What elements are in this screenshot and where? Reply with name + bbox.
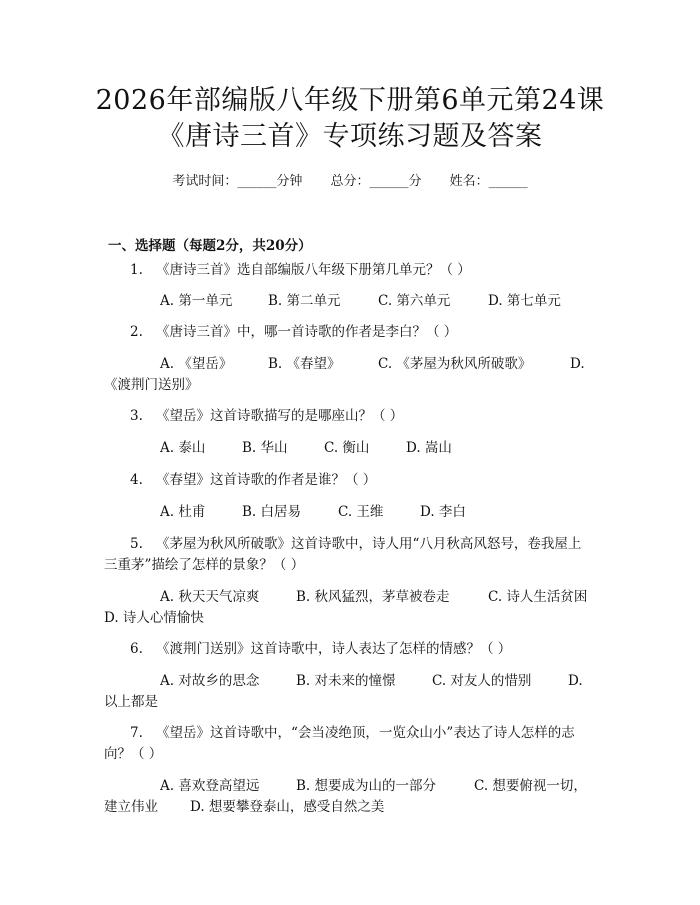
question-4 [130,467,376,494]
option-c-text: 建立伟业 [104,799,158,815]
option-d-text: 《渡荆门送别》 [104,377,199,393]
option-c: C. 王维 [338,504,384,520]
options-2 [160,351,585,378]
option-b: B. 华山 [242,440,288,456]
title-line-1: 2026年部编版八年级下册第6单元第24课 [95,85,605,116]
option-a: A. 秋天天气凉爽 [160,589,260,605]
student-name-label: 姓名：______ [449,174,528,189]
option-c: C. 对友人的惜别 [432,673,532,689]
option-a: A. 杜甫 [160,504,206,520]
option-a: A. 对故乡的思念 [160,673,260,689]
option-c: C. 第六单元 [378,293,451,309]
options-6 [160,668,583,695]
options-5-wrap [104,605,204,632]
total-score-label: 总分：______分 [330,174,422,189]
option-b: B. 秋风猛烈，茅草被卷走 [296,589,450,605]
options-6-wrap [104,689,158,716]
question-5-wrap [104,552,304,579]
options-5 [160,584,587,611]
options-7-wrap [104,794,384,821]
question-text-cont: 向？（ ） [104,746,163,762]
question-text-cont: 三重茅”描绘了怎样的景象？（ ） [104,557,305,573]
question-7 [130,720,575,747]
options-3 [160,435,452,462]
exam-time-label: 考试时间：______分钟 [172,174,303,189]
question-number: 5. [130,536,143,552]
option-d: D. [570,356,585,372]
option-b: B. 第二单元 [268,293,341,309]
question-text: 《渡荆门送别》这首诗歌中，诗人表达了怎样的情感？（ ） [156,641,512,657]
option-b: B. 想要成为山的一部分 [296,778,437,794]
question-1 [130,257,471,284]
question-text: 《茅屋为秋风所破歌》这首诗歌中，诗人用“八月秋高风怒号，卷我屋上 [156,536,582,552]
option-c: C. 想要俯视一切， [474,778,587,794]
option-d-text: 以上都是 [104,694,158,710]
option-a: A. 泰山 [160,440,206,456]
options-2-wrap [104,372,199,399]
option-c: C. 诗人生活贫困 [488,589,588,605]
title-line-2: 《唐诗三首》专项练习题及答案 [157,121,543,152]
option-b: B. 白居易 [242,504,302,520]
option-a: A. 《望岳》 [160,356,233,372]
option-b: B. 《春望》 [268,356,341,372]
option-c: C. 《茅屋为秋风所破歌》 [378,356,532,372]
options-4 [160,499,466,526]
question-number: 7. [130,725,143,741]
exam-meta [0,170,700,189]
question-7-wrap [104,741,162,768]
section-heading: 一、选择题（每题2分，共20分） [108,238,312,254]
question-number: 3. [130,408,143,424]
question-3 [130,403,403,430]
option-d: D. 嵩山 [406,440,452,456]
question-text: 《唐诗三首》中，哪一首诗歌的作者是李白？（ ） [156,324,458,340]
question-number: 1. [130,262,143,278]
question-text: 《望岳》这首诗歌中，“会当凌绝顶，一览众山小”表达了诗人怎样的志 [156,725,575,741]
question-number: 4. [130,472,143,488]
option-d: D. 诗人心情愉快 [104,610,204,626]
question-text: 《唐诗三首》选自部编版八年级下册第几单元？（ ） [156,262,471,278]
option-a: A. 喜欢登高望远 [160,778,260,794]
option-c: C. 衡山 [324,440,370,456]
question-6 [130,636,511,663]
option-d: D. 想要攀登泰山，感受自然之美 [190,799,385,815]
options-1 [160,288,561,315]
option-d: D. 李白 [420,504,466,520]
question-text: 《春望》这首诗歌的作者是谁？（ ） [156,472,377,488]
option-d: D. 第七单元 [488,293,561,309]
question-number: 6. [130,641,143,657]
question-number: 2. [130,324,143,340]
question-text: 《望岳》这首诗歌描写的是哪座山？（ ） [156,408,404,424]
option-b: B. 对未来的憧憬 [296,673,396,689]
option-a: A. 第一单元 [160,293,233,309]
option-d: D. [568,673,583,689]
question-2 [130,319,457,346]
